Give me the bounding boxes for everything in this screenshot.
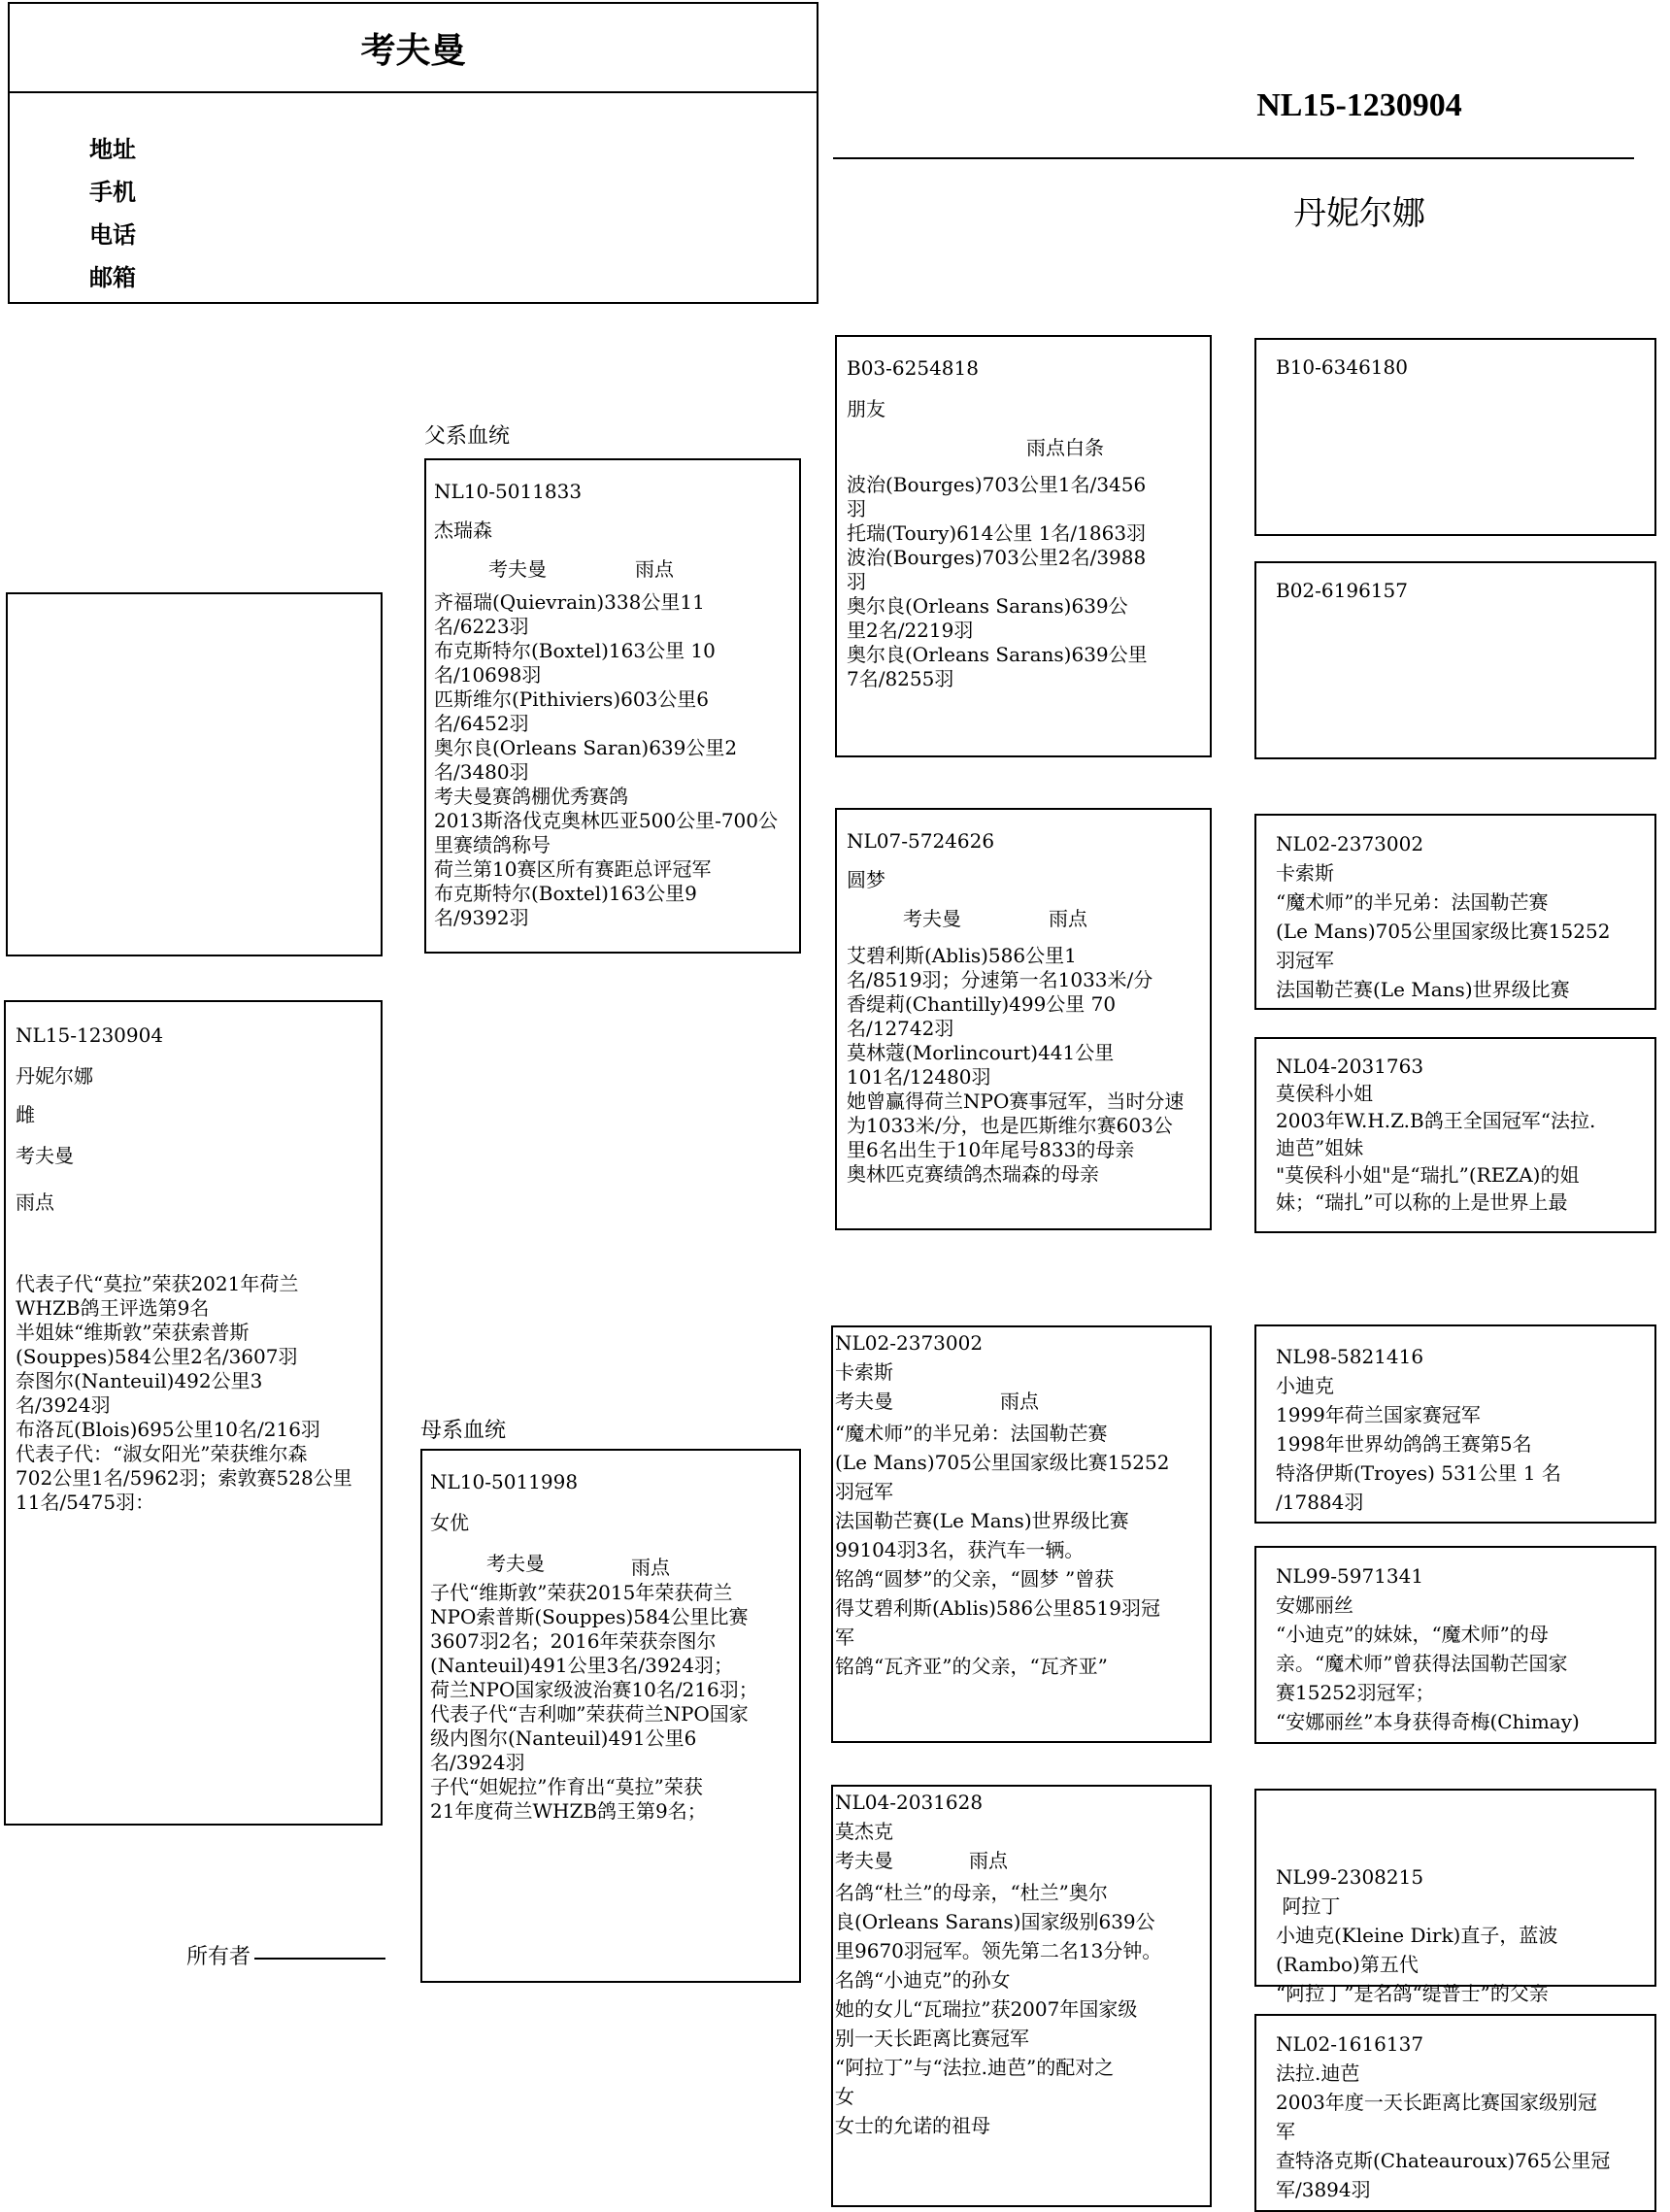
gg2-ring: B02-6196157 bbox=[1276, 579, 1408, 602]
gg5-ring: NL98-5821416 bbox=[1276, 1345, 1424, 1368]
ds-results bbox=[835, 1419, 1169, 1681]
phone-label: 电话 bbox=[89, 221, 136, 249]
result-line: 99104羽3名，获汽车一辆。 bbox=[835, 1538, 1085, 1561]
dam-ring: NL10-5011998 bbox=[430, 1470, 579, 1493]
result-line: 阿拉丁 bbox=[1276, 1894, 1341, 1918]
subject-breeder: 考夫曼 bbox=[16, 1144, 74, 1167]
result-line: 名/6223羽 bbox=[434, 615, 529, 638]
gg4-text bbox=[1276, 1053, 1595, 1216]
result-line: (Nanteuil)491公里3名/3924羽； bbox=[430, 1654, 733, 1677]
result-line: 101名/12480羽 bbox=[847, 1065, 991, 1089]
result-line: 1998年世界幼鸽鸽王赛第5名 bbox=[1276, 1432, 1532, 1456]
result-line: 羽冠军 bbox=[1276, 949, 1334, 972]
sd-breeder: 考夫曼 bbox=[903, 907, 961, 930]
ss-results bbox=[847, 473, 1148, 691]
mobile-label: 手机 bbox=[89, 179, 136, 206]
main-bird-name: 丹妮尔娜 bbox=[1293, 194, 1425, 233]
gg-box-6 bbox=[1254, 1546, 1656, 1744]
gg6-text bbox=[1276, 1561, 1580, 1736]
result-line: "莫侯科小姐"是“瑞扎”(REZA)的姐 bbox=[1276, 1163, 1580, 1187]
gg-box-5 bbox=[1254, 1324, 1656, 1524]
result-line: 军 bbox=[835, 1625, 854, 1649]
note-line: (Souppes)584公里2名/3607羽 bbox=[16, 1345, 298, 1368]
result-line: 香缇莉(Chantilly)499公里 70 bbox=[847, 992, 1117, 1016]
result-line: 奥林匹克赛绩鸽杰瑞森的母亲 bbox=[847, 1162, 1099, 1186]
result-line: 里赛绩鸽称号 bbox=[434, 833, 551, 856]
result-line: 波治(Bourges)703公里1名/3456 bbox=[847, 473, 1147, 496]
ss-color: 雨点白条 bbox=[1026, 436, 1104, 459]
result-line: 名/3924羽 bbox=[430, 1751, 525, 1774]
subject-ring: NL15-1230904 bbox=[16, 1023, 164, 1047]
result-line: 考夫曼赛鸽棚优秀赛鸽 bbox=[434, 785, 628, 808]
note-line: 布洛瓦(Blois)695公里10名/216羽 bbox=[16, 1418, 320, 1441]
sire-sire-box bbox=[835, 335, 1212, 757]
note-line: WHZB鸽王评选第9名 bbox=[16, 1296, 210, 1320]
gg-box-1 bbox=[1254, 338, 1656, 536]
dam-breeder: 考夫曼 bbox=[486, 1552, 545, 1575]
result-line: 军/3894羽 bbox=[1276, 2178, 1371, 2201]
result-line: “小迪克”的妹妹，“魔术师”的母 bbox=[1276, 1623, 1549, 1646]
gg3-text bbox=[1276, 829, 1610, 1004]
dd-results bbox=[835, 1878, 1161, 2140]
result-line: 代表子代“吉利咖”荣获荷兰NPO国家 bbox=[430, 1702, 749, 1726]
email-label: 邮箱 bbox=[89, 264, 136, 291]
result-line: 布克斯特尔(Boxtel)163公里9 bbox=[434, 882, 697, 905]
sd-ring: NL07-5724626 bbox=[847, 829, 995, 853]
dam-line-label: 母系血统 bbox=[420, 1419, 507, 1443]
result-line: 亲。“魔术师”曾获得法国勒芒国家 bbox=[1276, 1652, 1568, 1675]
result-line: 名/8519羽；分速第一名1033米/分 bbox=[847, 968, 1153, 991]
sd-results bbox=[847, 944, 1184, 1187]
result-line: 迪芭”姐妹 bbox=[1276, 1136, 1364, 1159]
result-line: 子代“妲妮拉”作育出“莫拉”荣获 bbox=[430, 1775, 703, 1798]
result-line: 卡索斯 bbox=[1276, 861, 1334, 885]
result-line: 名/12742羽 bbox=[847, 1017, 954, 1040]
dam-name: 女优 bbox=[430, 1511, 469, 1534]
result-line: 3607羽2名；2016年荣获奈图尔 bbox=[430, 1629, 717, 1653]
result-line: 羽冠军 bbox=[835, 1480, 893, 1503]
note-line: 代表子代：“淑女阳光”荣获维尔森 bbox=[16, 1442, 308, 1465]
result-line: (Rambo)第五代 bbox=[1276, 1953, 1419, 1976]
gg8-text bbox=[1276, 2029, 1610, 2204]
result-line: 名鸽“小迪克”的孙女 bbox=[835, 1968, 1011, 1992]
result-line: 奥尔良(Orleans Saran)639公里2 bbox=[434, 736, 738, 759]
ds-ring: NL02-2373002 bbox=[835, 1331, 984, 1355]
result-line: (Le Mans)705公里国家级比赛15252 bbox=[1276, 920, 1611, 943]
result-line: 查特洛克斯(Chateauroux)765公里冠 bbox=[1276, 2149, 1611, 2172]
result-line: 良(Orleans Sarans)国家级别639公 bbox=[835, 1910, 1155, 1933]
dam-sire-box bbox=[831, 1325, 1212, 1743]
dam-dam-box bbox=[831, 1785, 1212, 2207]
result-line: 托瑞(Toury)614公里 1名/1863羽 bbox=[847, 521, 1147, 545]
ss-ring: B03-6254818 bbox=[847, 356, 979, 380]
ss-name: 朋友 bbox=[847, 397, 885, 420]
subject-sex: 雌 bbox=[16, 1103, 35, 1126]
sire-line-label: 父系血统 bbox=[424, 424, 511, 449]
result-line: 军 bbox=[1276, 2120, 1295, 2143]
result-line: “安娜丽丝”本身获得奇梅(Chimay) bbox=[1276, 1710, 1580, 1733]
ds-color: 雨点 bbox=[1000, 1390, 1039, 1413]
result-line: 2013斯洛伐克奥林匹亚500公里-700公 bbox=[434, 809, 779, 832]
gg5-text bbox=[1276, 1342, 1561, 1517]
sire-ring: NL10-5011833 bbox=[434, 480, 583, 503]
result-line: 21年度荷兰WHZB鸽王第9名； bbox=[430, 1799, 707, 1823]
result-line: 2003年W.H.Z.B鸽王全国冠军“法拉. bbox=[1276, 1109, 1596, 1132]
dd-breeder: 考夫曼 bbox=[835, 1849, 893, 1872]
gg8-ring: NL02-1616137 bbox=[1276, 2032, 1424, 2056]
dam-results bbox=[430, 1581, 758, 1824]
sire-box bbox=[424, 458, 801, 954]
dam-color: 雨点 bbox=[631, 1556, 670, 1579]
result-line: /17884羽 bbox=[1276, 1491, 1364, 1514]
result-line: 名/6452羽 bbox=[434, 712, 529, 735]
result-line: 1999年荷兰国家赛冠军 bbox=[1276, 1403, 1481, 1426]
subject-notes bbox=[16, 1272, 352, 1515]
result-line: 里2名/2219羽 bbox=[847, 619, 974, 642]
result-line: 波治(Bourges)703公里2名/3988 bbox=[847, 546, 1147, 569]
result-line: 名鸽“杜兰”的母亲，“杜兰”奥尔 bbox=[835, 1881, 1108, 1904]
result-line: “魔术师”的半兄弟：法国勒芒赛 bbox=[835, 1422, 1108, 1445]
dd-name: 莫杰克 bbox=[835, 1820, 893, 1843]
gg-box-2 bbox=[1254, 561, 1656, 759]
dd-color: 雨点 bbox=[969, 1849, 1008, 1872]
result-line: 莫侯科小姐 bbox=[1276, 1082, 1373, 1105]
result-line: 得艾碧利斯(Ablis)586公里8519羽冠 bbox=[835, 1596, 1160, 1620]
result-line: 奥尔良(Orleans Sarans)639公 bbox=[847, 594, 1128, 618]
result-line: 她曾赢得荷兰NPO赛事冠军，当时分速 bbox=[847, 1089, 1185, 1113]
result-line: 里6名出生于10年尾号833的母亲 bbox=[847, 1138, 1135, 1161]
owner-signature-line[interactable] bbox=[254, 1958, 385, 1960]
result-line: 特洛伊斯(Troyes) 531公里 1 名 bbox=[1276, 1461, 1561, 1485]
gg1-ring: B10-6346180 bbox=[1276, 355, 1408, 379]
result-line: 名/9392羽 bbox=[434, 906, 529, 929]
result-line: “魔术师”的半兄弟：法国勒芒赛 bbox=[1276, 890, 1549, 914]
gg-box-4 bbox=[1254, 1037, 1656, 1233]
result-line: 匹斯维尔(Pithiviers)603公里6 bbox=[434, 687, 710, 711]
result-line: 铭鸽“圆梦”的父亲，“圆梦 ”曾获 bbox=[835, 1567, 1115, 1591]
subject-name: 丹妮尔娜 bbox=[16, 1064, 93, 1088]
result-line: 级内图尔(Nanteuil)491公里6 bbox=[430, 1726, 697, 1750]
gg6-ring: NL99-5971341 bbox=[1276, 1564, 1424, 1588]
gg7-ring: NL99-2308215 bbox=[1276, 1865, 1424, 1889]
result-line: 奥尔良(Orleans Sarans)639公里 bbox=[847, 643, 1148, 666]
result-line: 女 bbox=[835, 2085, 854, 2108]
sire-breeder: 考夫曼 bbox=[488, 557, 547, 581]
result-line: 荷兰第10赛区所有赛距总评冠军 bbox=[434, 857, 712, 881]
result-line: 子代“维斯敦”荣获2015年荣获荷兰 bbox=[430, 1581, 733, 1604]
subject-color: 雨点 bbox=[16, 1190, 54, 1214]
header-box bbox=[8, 2, 818, 304]
result-line: 布克斯特尔(Boxtel)163公里 10 bbox=[434, 639, 716, 662]
result-line: 法国勒芒赛(Le Mans)世界级比赛 bbox=[1276, 978, 1570, 1001]
result-line: 名/3480羽 bbox=[434, 760, 529, 784]
result-line: 小迪克 bbox=[1276, 1374, 1334, 1397]
result-line: 荷兰NPO国家级波治赛10名/216羽； bbox=[430, 1678, 758, 1701]
result-line: 她的女儿“瓦瑞拉”获2007年国家级 bbox=[835, 1997, 1138, 2021]
result-line: 齐福瑞(Quievrain)338公里11 bbox=[434, 590, 705, 614]
note-line: 半姐妹“维斯敦”荣获索普斯 bbox=[16, 1321, 250, 1344]
result-line: 法拉.迪芭 bbox=[1276, 2061, 1360, 2085]
result-line: 赛15252羽冠军； bbox=[1276, 1681, 1435, 1704]
photo-box bbox=[6, 592, 383, 956]
gg-box-3 bbox=[1254, 814, 1656, 1010]
sire-color: 雨点 bbox=[635, 557, 674, 581]
ds-name: 卡索斯 bbox=[835, 1360, 893, 1384]
sd-name: 圆梦 bbox=[847, 868, 885, 891]
result-line: (Le Mans)705公里国家级比赛15252 bbox=[835, 1451, 1170, 1474]
result-line: 羽 bbox=[847, 497, 866, 520]
result-line: 铭鸽“瓦齐亚”的父亲，“瓦齐亚” bbox=[835, 1655, 1108, 1678]
result-line: 羽 bbox=[847, 570, 866, 593]
note-line: 702公里1名/5962羽；索敦赛528公里 bbox=[16, 1466, 352, 1490]
note-line: 11名/5475羽： bbox=[16, 1491, 155, 1514]
gg3-ring: NL02-2373002 bbox=[1276, 832, 1424, 855]
header-divider bbox=[833, 157, 1634, 159]
sd-color: 雨点 bbox=[1049, 907, 1087, 930]
sire-dam-box bbox=[835, 808, 1212, 1230]
gg4-ring: NL04-2031763 bbox=[1276, 1055, 1424, 1078]
result-line: 别一天长距离比赛冠军 bbox=[835, 2027, 1029, 2050]
gg-box-7 bbox=[1254, 1789, 1656, 2005]
result-line: 艾碧利斯(Ablis)586公里1 bbox=[847, 944, 1077, 967]
result-line: “阿拉丁”是名鸽“缇普士”的父亲 bbox=[1276, 1982, 1549, 2005]
main-ring-number: NL15-1230904 bbox=[1256, 87, 1462, 123]
note-line: 代表子代“莫拉”荣获2021年荷兰 bbox=[16, 1272, 299, 1295]
result-line: 法国勒芒赛(Le Mans)世界级比赛 bbox=[835, 1509, 1129, 1532]
gg-box-8 bbox=[1254, 2014, 1656, 2212]
result-line: NPO索普斯(Souppes)584公里比赛 bbox=[430, 1605, 749, 1628]
note-line: 奈图尔(Nanteuil)492公里3 bbox=[16, 1369, 263, 1392]
result-line: 小迪克(Kleine Dirk)直子，蓝波 bbox=[1276, 1924, 1558, 1947]
result-line: 安娜丽丝 bbox=[1276, 1593, 1353, 1617]
address-label: 地址 bbox=[89, 136, 136, 163]
owner-label: 所有者 bbox=[186, 1945, 251, 1969]
dam-box bbox=[420, 1449, 801, 1983]
result-line: 里9670羽冠军。领先第二名13分钟。 bbox=[835, 1939, 1162, 1962]
result-line: 妹；“瑞扎”可以称的上是世界上最 bbox=[1276, 1190, 1568, 1214]
ds-breeder: 考夫曼 bbox=[835, 1390, 893, 1413]
loft-name: 考夫曼 bbox=[10, 4, 817, 93]
result-line: 2003年度一天长距离比赛国家级别冠 bbox=[1276, 2091, 1597, 2114]
result-line: 7名/8255羽 bbox=[847, 667, 954, 690]
result-line: “阿拉丁”与“法拉.迪芭”的配对之 bbox=[835, 2056, 1115, 2079]
subject-box bbox=[4, 1000, 383, 1826]
result-line: 莫林蔻(Morlincourt)441公里 bbox=[847, 1041, 1115, 1064]
dd-ring: NL04-2031628 bbox=[835, 1791, 984, 1814]
sire-name: 杰瑞森 bbox=[434, 519, 492, 542]
result-line: 为1033米/分，也是匹斯维尔赛603公 bbox=[847, 1114, 1173, 1137]
sire-results bbox=[434, 590, 778, 930]
note-line: 名/3924羽 bbox=[16, 1393, 111, 1417]
result-line: 女士的允诺的祖母 bbox=[835, 2114, 990, 2137]
result-line: 名/10698羽 bbox=[434, 663, 542, 687]
